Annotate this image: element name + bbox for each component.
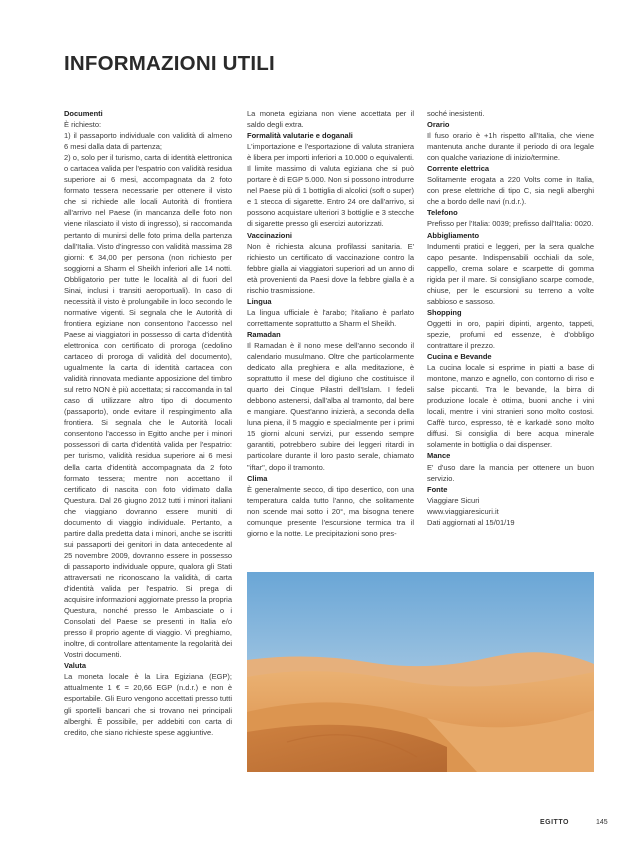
section-text: È richiesto:: [64, 120, 102, 130]
section-text: Non è richiesta alcuna profilassi sanitaria. E' richiesto un certificato di vaccinazione contro la febbre gialla ai viaggiatori superiori ad un anno di età provenienti da Paesi dove la febbre gialla è a rischio trasmissione.: [247, 241, 414, 295]
desert-dunes-photo: [247, 572, 594, 772]
section-heading: Fonte: [427, 484, 448, 494]
section-text: È generalmente secco, di tipo desertico, con una temperatura calda tutto l'anno, che solitamente non scende mai sotto i 20°, ma bisogna tenere comunque presente l'escursione termica tra il giorno e la notte. Le precipitazioni sono pres-: [247, 484, 414, 538]
page-number: 145: [596, 819, 608, 826]
section-heading: Lingua: [247, 296, 272, 306]
column-right: [427, 108, 594, 528]
section-text: E' d'uso dare la mancia per ottenere un buon servizio.: [427, 462, 594, 483]
section-heading: Documenti: [64, 109, 103, 118]
section-text: La lingua ufficiale è l'arabo; l'italiano è parlato correttamente soprattutto a Sharm el Sheikh.: [247, 307, 414, 328]
footer-section-label: EGITTO: [540, 819, 569, 826]
section-heading: Orario: [427, 120, 450, 130]
section-heading: Corrente elettrica: [427, 164, 490, 174]
section-text: La moneta egiziana non viene accettata per il saldo degli extra.: [247, 109, 414, 130]
section-heading: Valuta: [64, 661, 87, 671]
column-left: [64, 108, 232, 738]
section-heading: Formalità valutarie e doganali: [247, 131, 353, 141]
section-heading: Telefono: [427, 208, 458, 218]
section-heading: Vaccinazioni: [247, 230, 293, 240]
section-text: Dati aggiornati al 15/01/19: [427, 517, 515, 527]
section-text: Prefisso per l'Italia: 0039; prefisso dall'Italia: 0020.: [427, 219, 594, 229]
section-text: 2) o, solo per il turismo, carta di identità elettronica o cartacea valida per l'espatrio con validità residua superiore ai 6 mesi, accompagnata da 2 foto formato tessera necessarie per ottenere il visto che si richiede alle locali Autorità di frontiera all'arrivo nel Paese (in mancanza delle foto non viene rilasciato il visto di ingresso), si raccomanda pertanto di munirsi delle foto prima della partenza dall'Italia. Visto d'ingresso con validità massima 28 giorni: € 34,00 per persona (non richiesto per soggiorni a Sharm el Sheikh inferiori alle 14 notti. Obbligatorio per tutte le località al di fuori del Sinai, inclusi i transiti aeroportuali). In caso di necessità il visto è prolungabile in loco secondo le normative vigenti. Si segnala che le Autorità di frontiera egiziane non consentono l'accesso nel Paese ai viaggiatori in possesso di carta d'identità elettronica con certificato di proroga (cedolino cartaceo di proroga di validità del documento), ugualmente la carta di identità cartacea con validità rinnovata mediante apposizione del timbro sul retro NON è più accettata; si raccomanda in tal caso di utilizzare altro tipo di documento (passaporto), onde evitare il respingimento alla frontiera. Si segnala che le Autorità locali consentono l'accesso in Egitto anche per i minori possessori di carta d'identità valida per l'espatrio: per turismo, validità residua superiore ai 6 mesi della carta d'identità accompagnata da 2 foto formato tessera; mentre non accettano il certificato di nascita con foto vidimato dalla Questura. Dal 26 giugno 2012 tutti i minori italiani che viaggiano dovranno essere muniti di documento di viaggio individuale. Pertanto, a partire dalla predetta data i minori, anche se iscritti sui passaporti dei genitori in data antecedente al 25 novembre 2009, dovranno essere in possesso di passaporto individuale oppure, qualora gli Stati attraversati ne riconoscano la validità, di carta d'identità valida per l'espatrio. Si prega di acquisire informazioni aggiornate presso la propria Questura, nonché presso le Ambasciate o i Consolati del Paese se presenti in Italia e/o presso il proprio agente di viaggio. Vi preghiamo, inoltre, di controllare attentamente la regolarità dei Vostri documenti.: [64, 153, 233, 660]
section-text: Il fuso orario è +1h rispetto all'Italia, che viene mantenuta anche durante il periodo di ora legale con qualche variazione di inizio/termine.: [427, 131, 594, 163]
section-text: La cucina locale si esprime in piatti a base di montone, manzo e agnello, con contorno di riso e salse piccanti. Tra le bevande, la birra di produzione locale è ottima, buoni anche i vini locali, mentre i vini stranieri sono molto costosi. Caffè turco, espresso, tè e karkadè sono molto diffusi. Si consiglia di bere acqua minerale solamente in bottiglia o dai dispenser.: [427, 363, 594, 450]
page-title: INFORMAZIONI UTILI: [64, 52, 275, 75]
section-text: 1) il passaporto individuale con validità di almeno 6 mesi dalla data di partenza;: [64, 131, 232, 152]
section-heading: Abbigliamento: [427, 230, 480, 240]
section-text: www.viaggiaresicuri.it: [427, 506, 499, 516]
section-text: Solitamente erogata a 220 Volts come in Italia, con prese elettriche di tipo C, sia negli alberghi che a bordo delle navi (n.d.r.).: [427, 175, 594, 207]
section-heading: Ramadan: [247, 329, 281, 339]
section-text: L'importazione e l'esportazione di valuta straniera è libera per importi inferiori a 10.000 o equivalenti. Il limite massimo di valuta egiziana che si può portare è di EGP 5.000. Non si possono introdurre nel Paese più di 1 bottiglia di alcolici (soft o super) e 1 stecca di sigarette. Entro 24 ore dall'arrivo, si possono acquistare ulteriori 3 bottiglie e 3 stecche di sigarette presso gli esercizi autorizzati.: [247, 142, 414, 229]
section-heading: Mance: [427, 451, 451, 461]
section-heading: Cucina e Bevande: [427, 352, 492, 362]
section-text: Indumenti pratici e leggeri, per la sera qualche capo pesante. Indispensabili occhiali da sole, cappello, crema solare e scarpette di gomma rigida per il mare. Si consigliano scarpe comode, chiuse, per le escursioni su terreno a volte sabbioso e sassoso.: [427, 241, 594, 306]
column-middle: [247, 108, 414, 539]
section-text: Il Ramadan è il nono mese dell'anno secondo il calendario musulmano. Oltre che particolarmente dedicato alla preghiera e alla meditazione, è soprattutto il mese del digiuno che costituisce il quarto dei Cinque Pilastri dell'Islam. I fedeli debbono astenersi, dall'alba al tramonto, dal bere e mangiare. Quest'anno inizierà, a seconda della luna piena, il 5 maggio e specialmente per i primi 15 giorni alcuni servizi, pur essendo sempre garantiti, potrebbero subire dei leggeri ritardi in particolare durante il loro pasto serale, chiamato "iftar", dopo il tramonto.: [247, 340, 414, 472]
section-text: Oggetti in oro, papiri dipinti, argento, tappeti, spezie, profumi ed essenze, è d'obbligo contrattare il prezzo.: [427, 318, 594, 350]
section-heading: Clima: [247, 473, 268, 483]
section-heading: Shopping: [427, 307, 462, 317]
section-text: soché inesistenti.: [427, 109, 485, 118]
section-text: Viaggiare Sicuri: [427, 495, 480, 505]
section-text: La moneta locale è la Lira Egiziana (EGP); attualmente 1 € = 20,66 EGP (n.d.r.) e non è esportabile. Gli Euro vengono accettati presso tutti gli sportelli bancari che si trovano nei principali alberghi. È possibile, per addebiti con carta di credito, che siano richieste spese aggiuntive.: [64, 672, 232, 737]
